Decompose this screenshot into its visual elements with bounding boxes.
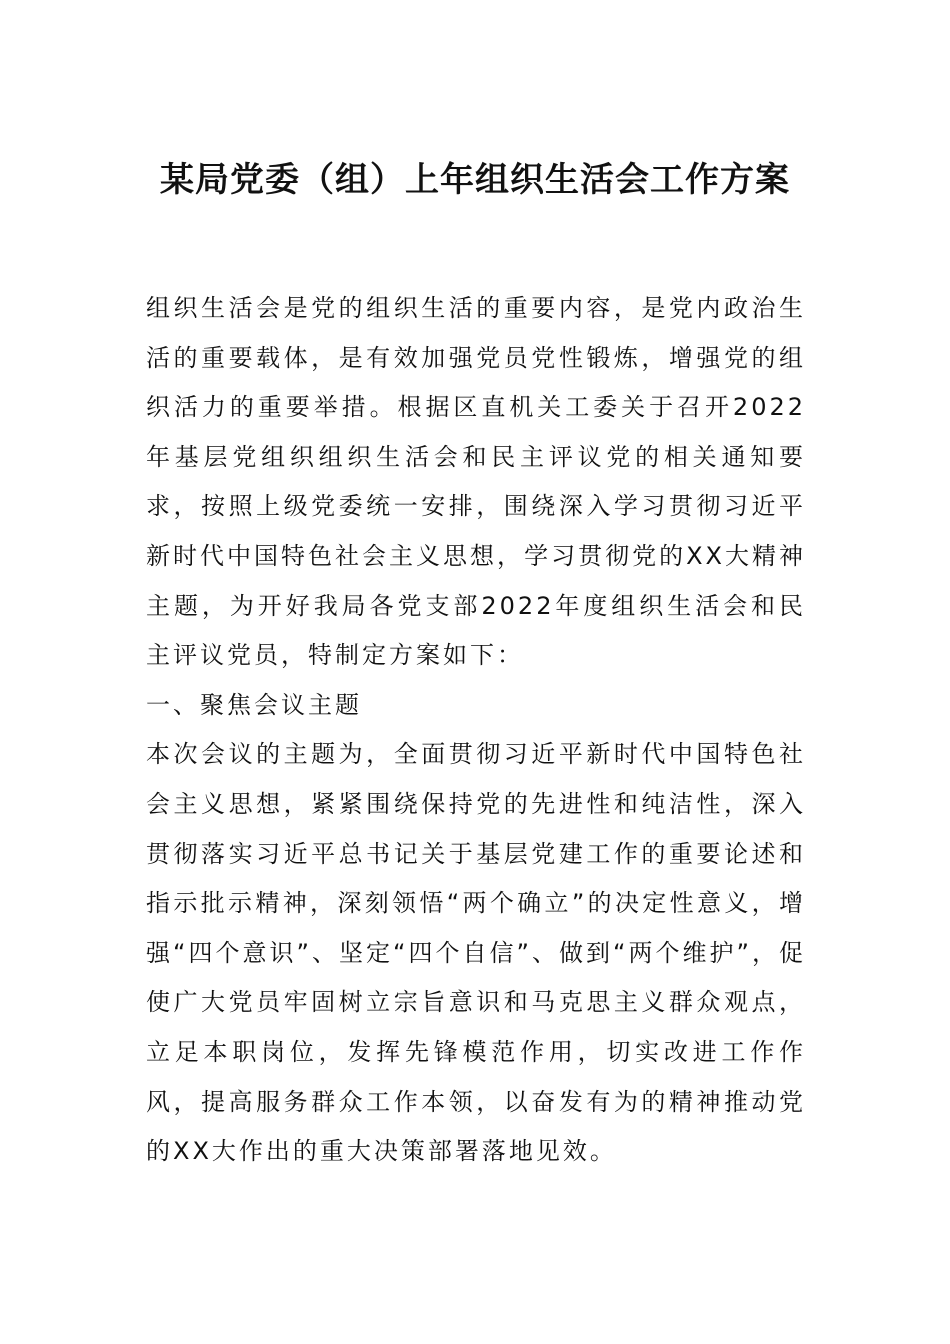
- document-body: [146, 284, 806, 1177]
- section-heading: 一、聚焦会议主题: [146, 690, 362, 719]
- document-title: 某局党委（组）上年组织生活会工作方案: [160, 160, 790, 200]
- intro-paragraph: 组织生活会是党的组织生活的重要内容，是党内政治生活的重要载体，是有效加强党员党性锻炼，增强党的组织活力的重要举措。根据区直机关工委关于召开2022年基层党组织组织生活会和民主评议党的相关通知要求，按照上级党委统一安排，围绕深入学习贯彻习近平新时代中国特色社会主义思想，学习贯彻党的XX大精神主题，为开好我局各党支部2022年度组织生活会和民主评议党员，特制定方案如下：: [146, 294, 806, 670]
- theme-paragraph: 本次会议的主题为，全面贯彻习近平新时代中国特色社会主义思想，紧紧围绕保持党的先进性和纯洁性，深入贯彻落实习近平总书记关于基层党建工作的重要论述和指示批示精神，深刻领悟“两个确立”的决定性意义，增强“四个意识”、坚定“四个自信”、做到“两个维护”，促使广大党员牢固树立宗旨意识和马克思主义群众观点，立足本职岗位，发挥先锋模范作用，切实改进工作作风，提高服务群众工作本领，以奋发有为的精神推动党的XX大作出的重大决策部署落地见效。: [146, 740, 806, 1166]
